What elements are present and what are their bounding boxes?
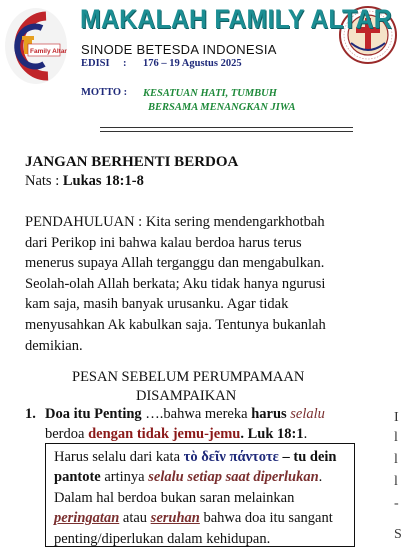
intro-line: Seolah-olah Allah berkata; Aku tidak hanya ngurusi [25, 275, 326, 292]
box-text: . [318, 469, 323, 486]
publication-title: MAKALAH FAMILY ALTAR [80, 4, 392, 34]
emphasis-seruhan: seruhan [150, 510, 200, 527]
transliteration: pantote [54, 469, 101, 486]
emphasis-harus: harus [251, 406, 287, 422]
header-divider [100, 127, 353, 128]
box-line: Dalam hal berdoa bukan saran melainkan [54, 489, 295, 506]
item-reference: . Luk 18:1 [240, 426, 304, 442]
emphasis-selalu-setiap: selalu setiap saat diperlukan [148, 469, 319, 486]
introduction-paragraph [25, 212, 345, 356]
item-number: 1. [25, 406, 36, 422]
box-text: Harus selalu dari kata [54, 449, 184, 465]
emphasis-selalu: selalu [286, 406, 325, 422]
family-altar-logo [2, 6, 68, 86]
intro-line: menyusahkan Ak kabulkan saja. Tentunya bukanlah [25, 316, 326, 333]
transliteration: – tu dein [278, 449, 337, 465]
motto-line-1: KESATUAN HATI, TUMBUH [143, 88, 277, 99]
subheading-line-1: PESAN SEBELUM PERUMPAMAAN [72, 369, 305, 385]
list-item-1-continued [45, 426, 307, 443]
motto-label: MOTTO : [81, 87, 128, 98]
box-line [54, 447, 354, 467]
synod-name: SINODE BETESDA INDONESIA [81, 42, 277, 57]
subheading-line-2: DISAMPAIKAN [136, 387, 237, 404]
box-text: bahwa doa itu sangant [199, 510, 333, 527]
next-column-fragment: l [394, 430, 398, 445]
intro-line: dari Perikop ini bahwa kalau berdoa harus terus [25, 234, 302, 251]
highlight-box [45, 443, 355, 547]
edition-label: EDISI [81, 58, 110, 69]
item-text: ….bahwa mereka [141, 406, 252, 422]
edition-line [81, 58, 242, 69]
next-column-fragment: l [394, 452, 398, 467]
box-line [54, 508, 354, 528]
next-column-fragment: - [394, 496, 399, 511]
article-title: JANGAN BERHENTI BERDOA [25, 154, 239, 170]
nats-ref: Lukas 18:1-8 [62, 173, 144, 189]
nats-label: Nats : [25, 173, 60, 189]
motto-line-2: BERSAMA MENANGKAN JIWA [148, 101, 296, 113]
next-column-fragment: I [394, 410, 399, 425]
emphasis-dengan: dengan tidak jemu-jemu [88, 426, 241, 442]
box-line [54, 467, 354, 487]
motto-text [143, 87, 295, 114]
box-text: artinya [100, 469, 149, 486]
intro-line: demikian. [25, 337, 83, 354]
intro-line: menerus supaya Allah terganggu dan mengabulkan. [25, 255, 325, 272]
header-divider-2 [100, 131, 353, 132]
scripture-reference [25, 173, 144, 190]
box-line: penting/diperlukan dalam kehidupan. [54, 530, 271, 547]
list-item-1 [25, 406, 325, 423]
greek-phrase: τὸ δεῖν πάντοτε [183, 449, 279, 465]
item-heading: Doa itu Penting [45, 406, 142, 422]
logo-text: Family Altar [30, 48, 67, 55]
edition-colon: : [123, 58, 127, 69]
intro-line: kam saja, masih banyak urusanku. Agar tidak [25, 296, 289, 313]
next-column-fragment: l [394, 474, 398, 489]
item-text: berdoa [45, 426, 89, 442]
item-reference-end: . [303, 426, 308, 442]
edition-value: 176 – 19 Agustus 2025 [143, 58, 242, 69]
box-text: atau [119, 510, 151, 527]
section-subheading [72, 368, 304, 405]
emphasis-peringatan: peringatan [54, 510, 120, 527]
intro-line: PENDAHULUAN : Kita sering mendengarkhotbah [25, 214, 325, 230]
next-column-fragment: S [394, 527, 402, 542]
